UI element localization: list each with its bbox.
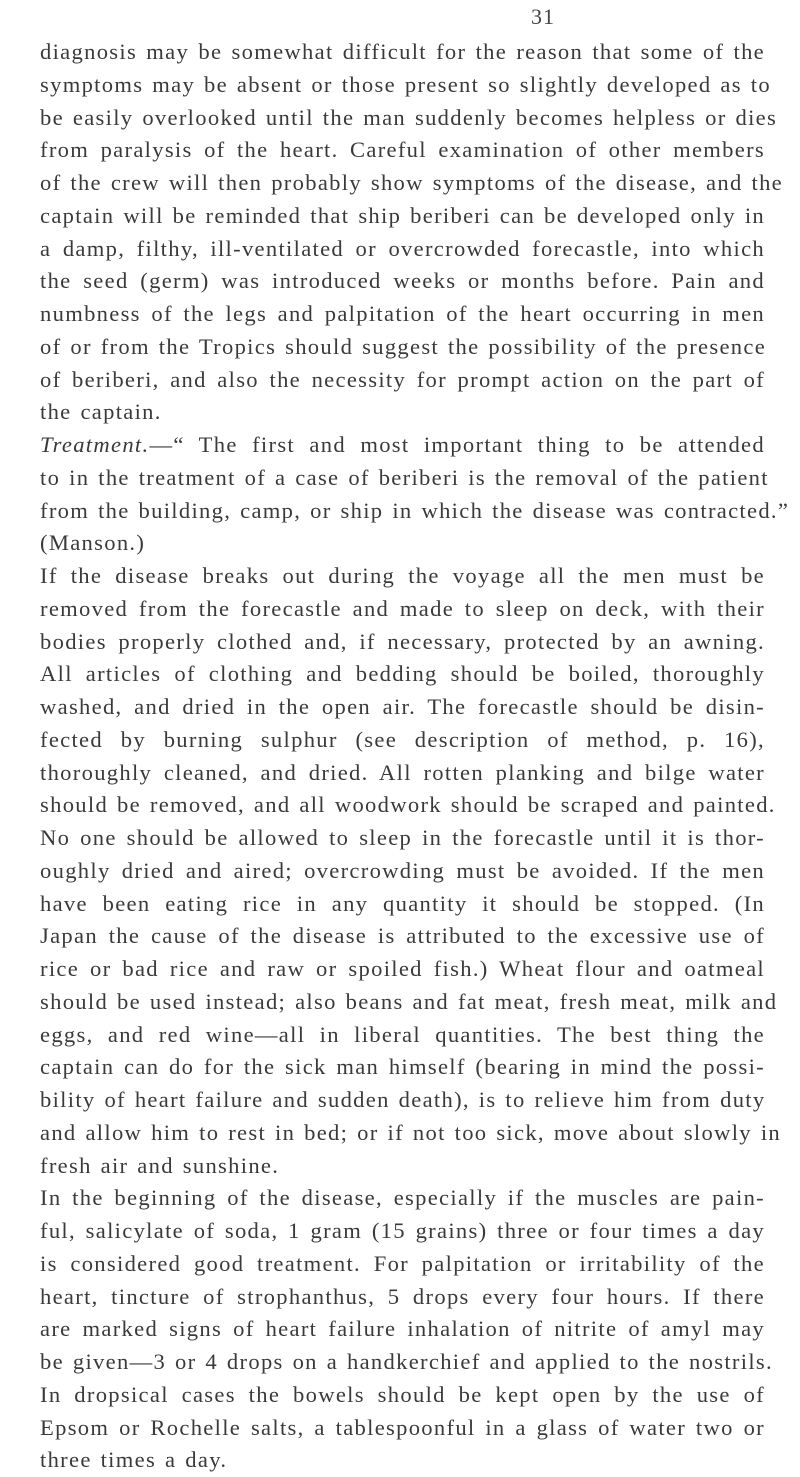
text-line: of or from the Tropics should suggest the possibility of the presence xyxy=(40,333,767,359)
text-line: bility of heart failure and sudden death), is to relieve him from duty xyxy=(40,1087,766,1112)
text-line: removed from the forecastle and made to sleep on deck, with their xyxy=(40,595,765,621)
text-line: from paralysis of the heart. Careful examination of other members xyxy=(40,137,765,163)
text-line: of beriberi, and also the necessity for prompt action on the part of xyxy=(40,366,765,392)
text-line: Epsom or Rochelle salts, a tablespoonful in a glass of water two or xyxy=(40,1414,765,1440)
text-line: If the disease breaks out during the voyage all the men must be xyxy=(40,563,765,588)
text-line: should be removed, and all woodwork should be scraped and painted. xyxy=(40,792,776,818)
text-line: eggs, and red wine—all in liberal quantities. The best thing the xyxy=(40,1021,765,1047)
treatment-line xyxy=(40,429,765,462)
text-line: numbness of the legs and palpitation of the heart occurring in men xyxy=(40,301,765,326)
text-line: In the beginning of the disease, especially if the muscles are pain- xyxy=(40,1185,765,1211)
text-line: bodies properly clothed and, if necessary, protected by an awning. xyxy=(40,628,765,654)
text-line: In dropsical cases the bowels should be kept open by the use of xyxy=(40,1381,765,1407)
text-line: to in the treatment of a case of beriberi is the removal of the patient xyxy=(40,464,769,490)
text-line: No one should be allowed to sleep in the forecastle until it is thor- xyxy=(40,825,765,850)
text-line: thoroughly cleaned, and dried. All rotten planking and bilge water xyxy=(40,759,765,785)
text-line: be given—3 or 4 drops on a handkerchief and applied to the nostrils. xyxy=(40,1349,773,1374)
text-line: heart, tincture of strophanthus, 5 drops every four hours. If there xyxy=(40,1283,765,1309)
text-line: from the building, camp, or ship in which the disease was contracted.” xyxy=(40,497,790,523)
text-line: the seed (germ) was introduced weeks or months before. Pain and xyxy=(40,268,765,294)
text-line: fected by burning sulphur (see description of method, p. 16), xyxy=(40,726,765,752)
page-number: 31 xyxy=(531,4,555,29)
treatment-heading: Treatment. xyxy=(40,432,150,457)
text-line: are marked signs of heart failure inhalation of nitrite of amyl may xyxy=(40,1316,765,1342)
text-line: ful, salicylate of soda, 1 gram (15 grains) three or four times a day xyxy=(40,1218,765,1243)
text-line: fresh air and sunshine. xyxy=(40,1152,280,1178)
text-line: be easily overlooked until the man suddenly becomes helpless or dies xyxy=(40,104,778,130)
text-line: the captain. xyxy=(40,399,162,425)
text-line: of the crew will then probably show symptoms of the disease, and the xyxy=(40,170,784,195)
text-line: should be used instead; also beans and fat meat, fresh meat, milk and xyxy=(40,988,778,1014)
text-line: have been eating rice in any quantity it should be stopped. (In xyxy=(40,890,765,916)
text-line: is considered good treatment. For palpitation or irritability of the xyxy=(40,1250,765,1276)
text-line: Japan the cause of the disease is attributed to the excessive use of xyxy=(40,923,765,949)
text-line: All articles of clothing and bedding should be boiled, thoroughly xyxy=(40,661,765,687)
text-line: washed, and dried in the open air. The forecastle should be disin- xyxy=(40,694,765,719)
text-line: and allow him to rest in bed; or if not too sick, move about slowly in xyxy=(40,1119,781,1145)
text-line: captain will be reminded that ship beriberi can be developed only in xyxy=(40,202,765,228)
text-line: diagnosis may be somewhat difficult for the reason that some of the xyxy=(40,39,765,64)
text-line: (Manson.) xyxy=(40,530,146,556)
text-line: symptoms may be absent or those present so slightly developed as to xyxy=(40,71,771,97)
text-run: —“ The first and most important thing to be attended xyxy=(149,432,765,457)
text-line: a damp, filthy, ill-ventilated or overcrowded forecastle, into which xyxy=(40,235,765,261)
text-line: three times a day. xyxy=(40,1447,228,1473)
text-line: oughly dried and aired; overcrowding must be avoided. If the men xyxy=(40,857,765,883)
body-text xyxy=(40,36,790,1477)
text-line: captain can do for the sick man himself (bearing in mind the possi- xyxy=(40,1054,765,1080)
text-line: rice or bad rice and raw or spoiled fish.) Wheat flour and oatmeal xyxy=(40,956,765,981)
